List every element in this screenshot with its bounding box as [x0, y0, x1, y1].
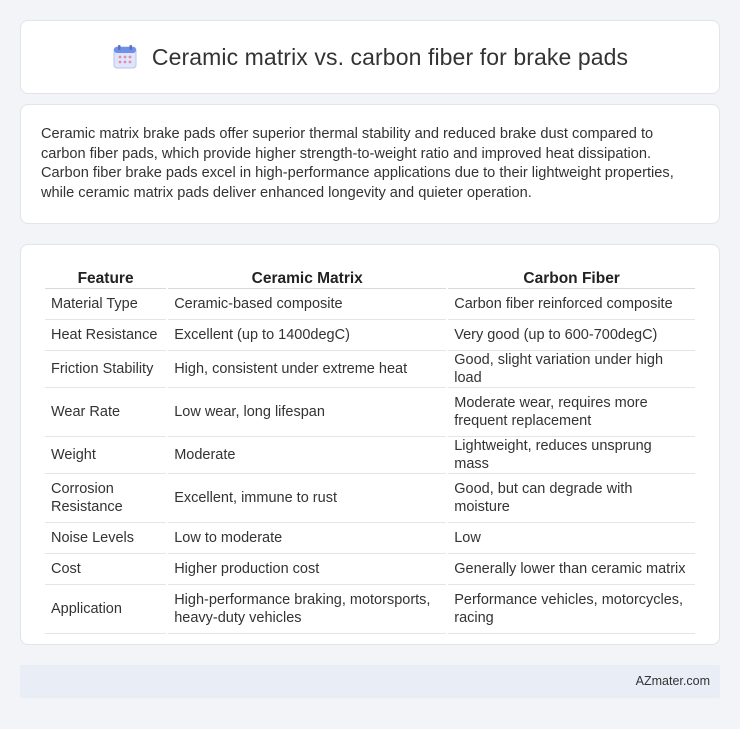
intro-card — [20, 104, 720, 224]
ceramic-cell: Low to moderate — [168, 523, 446, 554]
carbon-cell: Moderate wear, requires more frequent replacement — [448, 388, 695, 437]
title-card — [20, 20, 720, 94]
table-row — [45, 351, 695, 388]
ceramic-cell: High-performance braking, motorsports, heavy-duty vehicles — [168, 585, 446, 634]
carbon-cell: Low — [448, 523, 695, 554]
carbon-cell: Carbon fiber reinforced composite — [448, 289, 695, 320]
ceramic-cell: Excellent, immune to rust — [168, 474, 446, 523]
table-row — [45, 437, 695, 474]
table-row — [45, 388, 695, 437]
comparison-card — [20, 244, 720, 645]
table-row — [45, 289, 695, 320]
carbon-cell: Very good (up to 600-700degC) — [448, 320, 695, 351]
header-ceramic-matrix: Ceramic Matrix — [168, 265, 446, 289]
ceramic-cell: Moderate — [168, 437, 446, 474]
carbon-cell: Good, but can degrade with moisture — [448, 474, 695, 523]
feature-cell: Friction Stability — [45, 351, 166, 388]
table-row — [45, 585, 695, 634]
ceramic-cell: Ceramic-based composite — [168, 289, 446, 320]
intro-paragraph: Ceramic matrix brake pads offer superior thermal stability and reduced brake dust compared to carbon fiber pads, which provide higher strength-to-weight ratio and improved heat dissipation. Carbon fiber brake pads excel in high-performance applications due to their lightweight properties, while ceramic matrix pads deliver enhanced longevity and quieter operation. — [41, 126, 674, 201]
table-row — [45, 554, 695, 585]
feature-cell: Corrosion Resistance — [45, 474, 166, 523]
feature-cell: Noise Levels — [45, 523, 166, 554]
feature-cell: Heat Resistance — [45, 320, 166, 351]
table-row — [45, 523, 695, 554]
table-row — [45, 474, 695, 523]
comparison-table — [43, 265, 697, 634]
carbon-cell: Good, slight variation under high load — [448, 351, 695, 388]
feature-cell: Wear Rate — [45, 388, 166, 437]
ceramic-cell: High, consistent under extreme heat — [168, 351, 446, 388]
table-row — [45, 320, 695, 351]
feature-cell: Application — [45, 585, 166, 634]
header-feature: Feature — [45, 265, 166, 289]
carbon-cell: Lightweight, reduces unsprung mass — [448, 437, 695, 474]
table-header-row — [45, 265, 695, 289]
feature-cell: Cost — [45, 554, 166, 585]
footer-brand[interactable]: AZmater.com — [635, 674, 710, 688]
ceramic-cell: Higher production cost — [168, 554, 446, 585]
calendar-icon — [112, 44, 138, 70]
carbon-cell: Generally lower than ceramic matrix — [448, 554, 695, 585]
page-title: Ceramic matrix vs. carbon fiber for brake pads — [151, 43, 629, 70]
header-carbon-fiber: Carbon Fiber — [448, 265, 695, 289]
feature-cell: Weight — [45, 437, 166, 474]
ceramic-cell: Excellent (up to 1400degC) — [168, 320, 446, 351]
feature-cell: Material Type — [45, 289, 166, 320]
footer-bar — [20, 665, 720, 698]
ceramic-cell: Low wear, long lifespan — [168, 388, 446, 437]
carbon-cell: Performance vehicles, motorcycles, racing — [448, 585, 695, 634]
